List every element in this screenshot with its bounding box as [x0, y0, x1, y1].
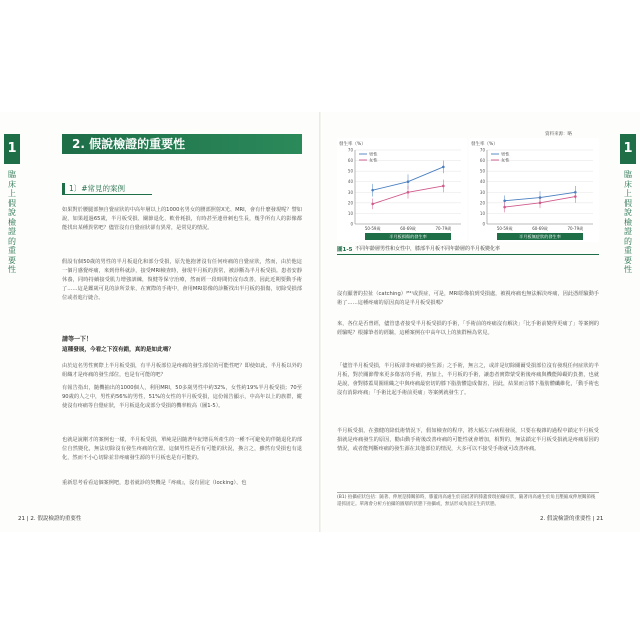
question-title: 請等一下！ [62, 336, 93, 343]
data-point [503, 199, 506, 202]
figure-caption-bar [337, 244, 599, 255]
y-tick-label: 0 [350, 221, 353, 227]
left-chapter-tab: 1 [4, 134, 20, 164]
legend-label: 女性 [369, 157, 378, 163]
left-paragraph-5: 也就是說剛才的案例也一樣，半月板受損，單純是因隨著年紀增長所產生的一種不可避免的伴隨退化的部位自然變化，無法切除沒有發生疼痛的位置。這個男性是否有可能的狀況，換言之，雖然有受損也有退化，然而不小心切除並非疼痛發生源的半月板也是有可能的。 [62, 437, 302, 461]
y-tick-label: 70 [479, 147, 485, 153]
y-tick-label: 20 [347, 200, 353, 206]
right-paragraph-3: 「儘管半月板受損，半月板卻非疼痛的發生源」之手術，無言之，或許是切除關爾受損部位沒有發現任何症狀的半月板，對於關節帶來更多傷害的手術，再加上，半月板的手術，讓患者實際蒙受術後疼痛與機能障礙的負擔，也就是說，會對膝蓋周圍組織之中與疼痛最密切的膝下脂肪體造成傷害，因此，結果而言膝下脂肪體纖維化，「動手術也沒有消除疼痛」「手術比起手術前更痛」等案例就發生了。 [337, 363, 599, 396]
right-folio: 2. 假說檢證的重要性 | 21 [540, 516, 604, 522]
figure-tag: 圖1-5 [337, 247, 353, 253]
y-tick-label: 30 [347, 189, 353, 195]
x-tick-label: 70-79歲 [567, 226, 584, 231]
data-point [442, 166, 445, 169]
right-side-title: 臨床上假說檢證的重要性 [624, 170, 632, 274]
y-tick-label: 50 [479, 168, 485, 174]
chart-right-svg [469, 138, 599, 242]
data-point [371, 203, 374, 206]
left-paragraph-4: 有報告指出，隨機抽出的1000個人，利用MRI，50多歲男性中約32%，女性約19%半月板受損；70至90歲的人之中，男性約56%的男性，51%的女性的半月板受損，這份報告顯示，中高年以上的族群，縱使沒有疼痛等自覺症狀，半月板退化或部分受損的機率較高（圖1-5）。 [62, 385, 302, 409]
y-tick-label: 20 [479, 200, 485, 206]
y-tick-label: 10 [347, 210, 353, 216]
legend-label: 女性 [501, 157, 510, 163]
y-tick-label: 30 [479, 189, 485, 195]
right-paragraph-1: 沒有顯著的拉扯（catching）⁽ᴮ¹⁾或異症，可是，MRI影像拍到受損處，被視疼痛也無法解決疼痛，因此憑經驗動手術了……這種疼痛的原因真的是半月板受損嗎？ [337, 291, 599, 306]
left-side-title: 臨床上假說檢證的重要性 [8, 170, 16, 274]
y-axis-label: 發生率（%） [339, 142, 366, 147]
left-paragraph-2: 假設有個50歲的男性的半月板退化和部分受損，原先他抱著沒有任何疼痛的自覺症狀，然而，由於他這一個月感覺疼痛，來到骨科就診，接受MRI檢查時，發現半月板的異常，被診斷為半月板受損。患者安靜休養，同時持續接受肌力增強訓練，復健等保守治療，然而經一段時間仍沒有改善，因此近期要動手術了……這是鑑歲可見的診所景象，在實際的手術中，會用MRI影像的診斷找出半月板的損傷，切除受損部位或者進行縫合。 [62, 259, 302, 301]
legend-label: 男性 [501, 151, 510, 157]
data-point [371, 189, 374, 192]
right-paragraph-4: 半月板受損，在強健的降低術情況下，假如檢查的程序，將大幅左右病程發展，只要在複雜的過程中鎖定半月板受損就是疼痛發生的原因，勸由動手術後改善疼痛的可能性就會增加，相對的，無法鎖定半月板受損就是疼痛原因的情況，或者能判斷疼痛的發生源在其他部位的情況，大多可以不接受手術就可改善疼痛。 [337, 428, 599, 452]
x-tick-label: 50-59歲 [496, 226, 513, 231]
left-paragraph-3: 由於這名男性實際上半月板受損，有半月板部位是疼痛的發生部位的可能性吧？即使如此，半月板以外的組織才是疼痛的發生部位，也是有可能的吧？ [62, 363, 302, 378]
left-paragraph-6: 重新思考看看這個案例吧，患者就診的契機是『疼痛』，沒有固定（locking）、也 [62, 480, 247, 486]
footnote-rule [337, 492, 599, 493]
right-paragraph-2: 來，各位是否曾經，儘管患者接受半月板受損的手術，「手術前的疼痛沒有解決」「比手術前變得更痛了」等案例的經驗呢？根據筆者的經驗，這種案例在中高年以上的族群極為常見。 [337, 321, 599, 336]
right-chapter-tab: 1 [620, 134, 636, 164]
y-tick-label: 60 [347, 158, 353, 164]
x-band-label: 半月板損傷的發生率 [389, 234, 427, 240]
data-point [539, 202, 542, 205]
data-point [407, 180, 410, 183]
x-tick-label: 60-69歲 [532, 226, 548, 231]
data-point [574, 195, 577, 198]
y-tick-label: 40 [347, 179, 353, 185]
book-spine [319, 112, 321, 532]
chart-left-svg [337, 138, 467, 242]
x-band-label: 半月板無症狀的發生率 [519, 234, 561, 240]
left-paragraph-1: 如果對於腰腿部無自覺症狀的中高年層以上的1000名男女的腰部照射X光、MRI，會有什麼發現呢？譬如說，如果超過65歲，半月板受損、關節退化、軟骨耗損，有時甚至連骨刺也生長，幾乎所有人的影像都能找出某種異常吧？儘管沒有自覺症狀卻有異常，是常見的情況。 [62, 207, 302, 231]
question-subtitle: 這種發展，今看之下沒有錯，真的是如此嗎？ [62, 347, 174, 353]
data-point [503, 206, 506, 209]
y-tick-label: 70 [347, 147, 353, 153]
y-axis-label: 發生率（%） [471, 142, 498, 147]
x-tick-label: 60-69歲 [400, 226, 416, 231]
data-point [442, 185, 445, 188]
chart-reference: 資料來源：略 [545, 132, 572, 137]
section-label: 1〕#常見的案例 [62, 183, 152, 195]
section-heading: 2. 假說檢證的重要性 [62, 134, 302, 154]
legend-label: 男性 [369, 151, 378, 157]
y-tick-label: 0 [482, 221, 485, 227]
chart-right [469, 138, 599, 242]
chart-left [337, 138, 467, 242]
y-tick-label: 40 [479, 179, 485, 185]
x-tick-label: 50-59歲 [364, 226, 381, 231]
x-tick-label: 70-79歲 [435, 226, 452, 231]
data-point [407, 191, 410, 194]
footnote: (B1) 拍攝症狀包括：隨著、伸展是膝關節時，膝蓋再高處生於前抵著的膝蓋發現拍攝症狀，隨著再高處生於角且壓縮成伸展關節後還抓固定。單薄會分析方拍攝的圖層的狀態下拍攝或，無法形成角固定生的狀態。 [337, 495, 596, 507]
left-folio: 21 | 2. 假說檢證的重要性 [18, 516, 82, 522]
figure-caption: 不同年齡層男性和女性中，膝部半月板不同年齡層的半月板變化率 [355, 246, 501, 252]
y-tick-label: 50 [347, 168, 353, 174]
y-tick-label: 60 [479, 158, 485, 164]
y-tick-label: 10 [479, 210, 485, 216]
